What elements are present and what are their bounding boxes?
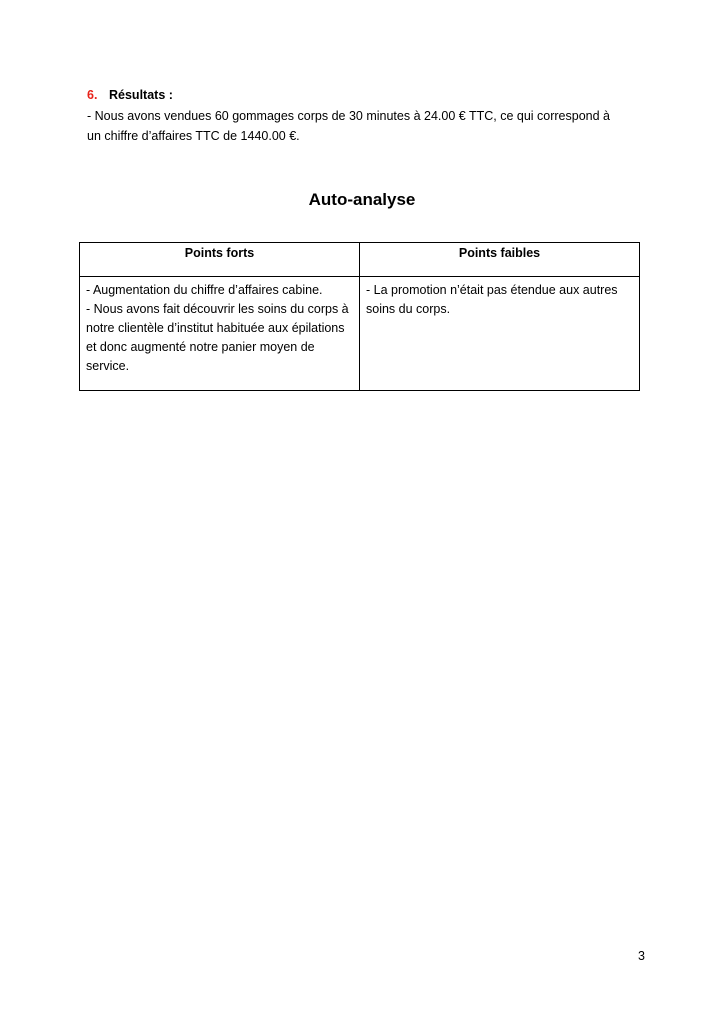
table-row bbox=[80, 277, 640, 391]
section-number: 6. bbox=[87, 88, 98, 102]
weaknesses-header: Points faibles bbox=[360, 243, 640, 277]
table-header-row bbox=[80, 243, 640, 277]
weakness-item: - La promotion n’était pas étendue aux autres soins du corps. bbox=[366, 283, 618, 316]
results-line-2: un chiffre d’affaires TTC de 1440.00 €. bbox=[87, 129, 300, 143]
strength-item: - Nous avons fait découvrir les soins du corps à notre clientèle d’institut habituée aux épilations et donc augmenté notre panier moyen de service. bbox=[86, 302, 349, 373]
page-number: 3 bbox=[638, 949, 645, 963]
analysis-table bbox=[79, 242, 640, 391]
strengths-header: Points forts bbox=[80, 243, 360, 277]
results-line-1: - Nous avons vendues 60 gommages corps de 30 minutes à 24.00 € TTC, ce qui correspond à bbox=[87, 109, 610, 123]
results-heading bbox=[87, 88, 173, 102]
weaknesses-cell bbox=[360, 277, 640, 391]
section-title: Résultats : bbox=[109, 88, 173, 102]
results-paragraph bbox=[87, 106, 647, 146]
strengths-cell bbox=[80, 277, 360, 391]
strength-item: - Augmentation du chiffre d’affaires cabine. bbox=[86, 283, 323, 297]
analysis-title: Auto-analyse bbox=[308, 190, 416, 209]
